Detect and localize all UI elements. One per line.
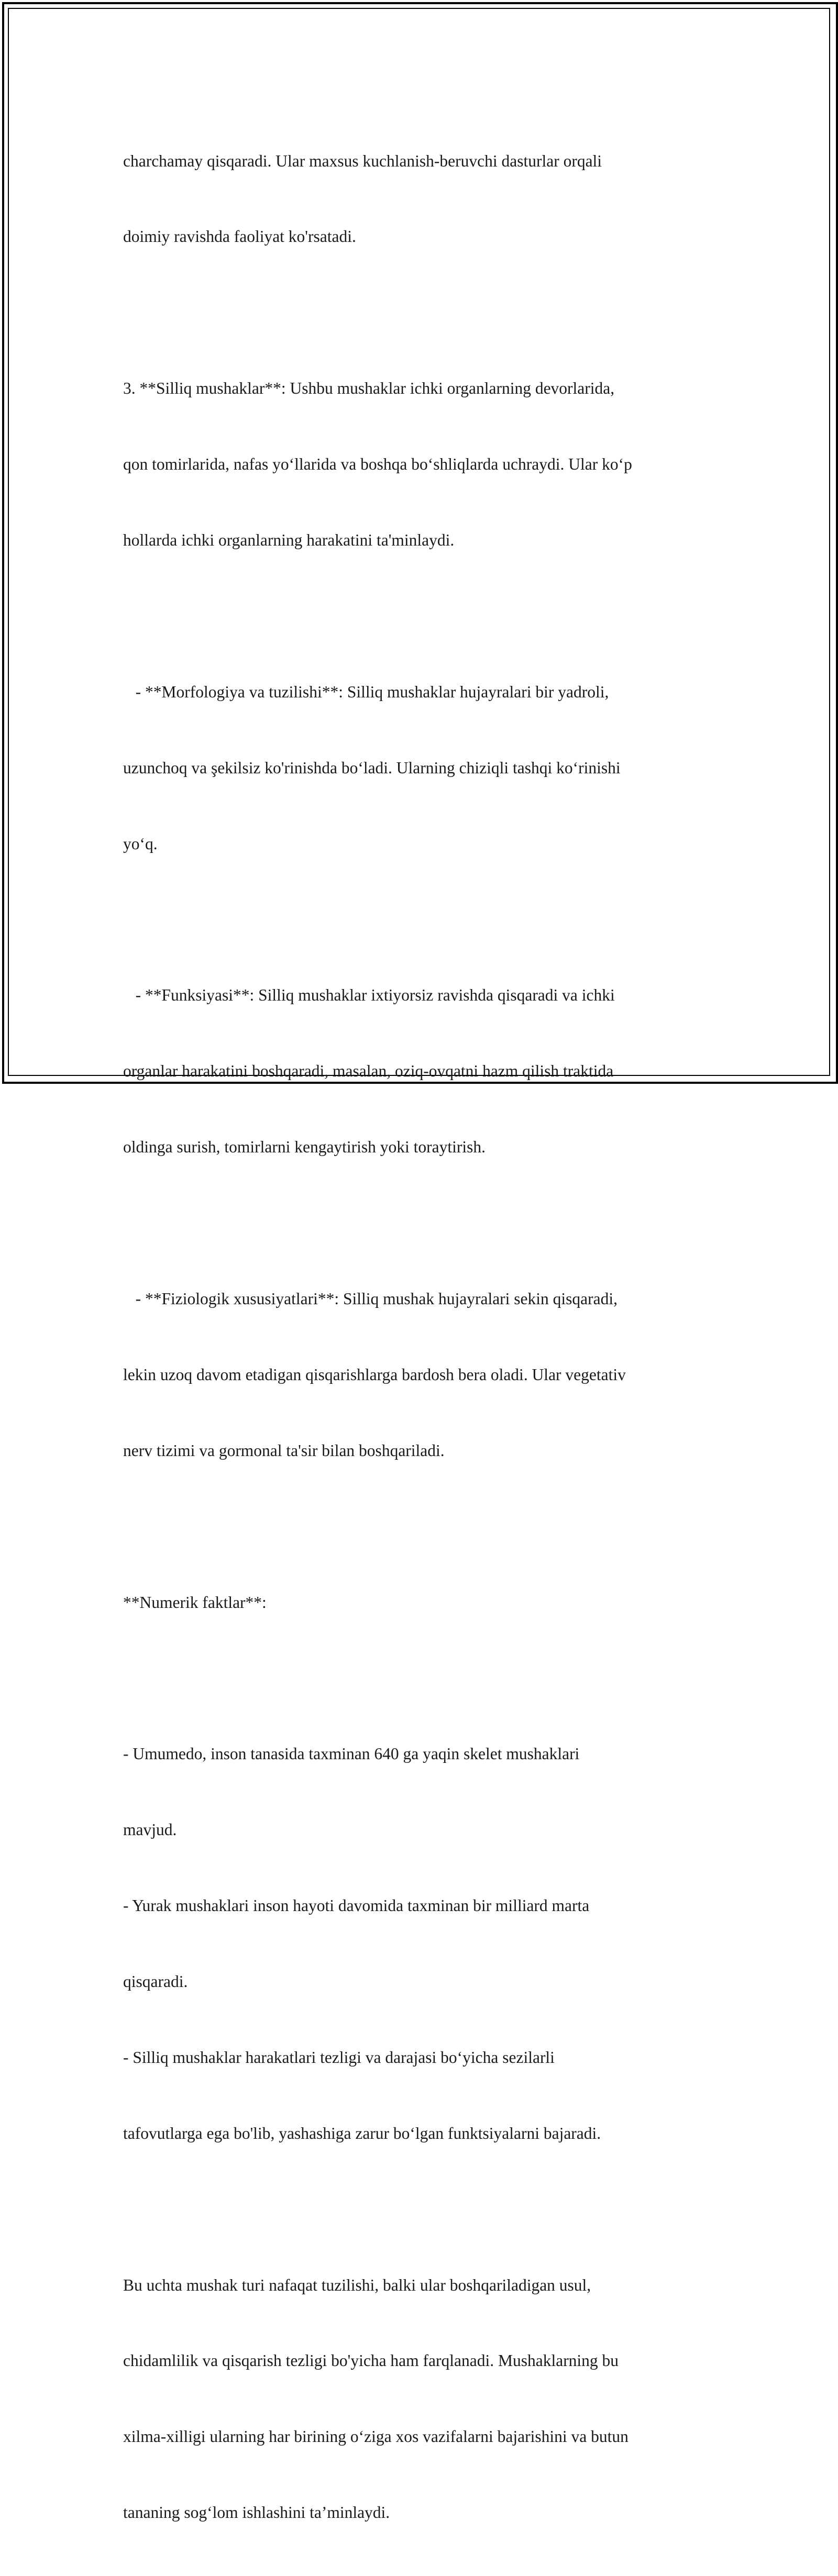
paragraph-smooth-muscles — [123, 326, 720, 604]
text-line: yo‘q. — [123, 834, 158, 853]
text-line: - **Morfologiya va tuzilishi**: Silliq mushaklar hujayralari bir yadroli, — [123, 682, 609, 701]
list-item-line: - Yurak mushaklari inson hayoti davomida taxminan bir milliard marta — [123, 1896, 590, 1915]
text-line: oldinga surish, tomirlarni kengaytirish yoki toraytirish. — [123, 1138, 486, 1157]
text-line: chidamlilik va qisqarish tezligi bo'yicha ham farqlanadi. Mushaklarning bu — [123, 2351, 619, 2370]
list-item-line: mavjud. — [123, 1820, 177, 1839]
paragraph-conclusion — [123, 2222, 720, 2576]
text-line: doimiy ravishda faoliyat ko'rsatadi. — [123, 227, 356, 246]
paragraph-intro-continuation — [123, 98, 720, 300]
list-item-line: - Umumedo, inson tanasida taxminan 640 ga yaqin skelet mushaklari — [123, 1745, 580, 1763]
text-line: nerv tizimi va gormonal ta'sir bilan boshqariladi. — [123, 1441, 445, 1460]
text-line: charchamay qisqaradi. Ular maxsus kuchlanish-beruvchi dasturlar orqali — [123, 151, 602, 170]
text-line: tananing sog‘lom ishlashini ta’minlaydi. — [123, 2503, 390, 2522]
text-line: - **Funksiyasi**: Silliq mushaklar ixtiyorsiz ravishda qisqaradi va ichki — [123, 986, 615, 1005]
paragraph-physiology — [123, 1236, 720, 1514]
section-heading: **Numerik faktlar**: — [123, 1593, 267, 1612]
text-line: xilma-xilligi ularning har birining o‘ziga xos vazifalarni bajarishini va butun — [123, 2427, 629, 2446]
text-line: Bu uchta mushak turi nafaqat tuzilishi, balki ular boshqariladigan usul, — [123, 2275, 591, 2294]
text-line: qon tomirlarida, nafas yo‘llarida va boshqa bo‘shliqlarda uchraydi. Ular ko‘p — [123, 455, 632, 474]
text-line: organlar harakatini boshqaradi, masalan, oziq-ovqatni hazm qilish traktida — [123, 1062, 614, 1081]
list-item-line: - Silliq mushaklar harakatlari tezligi va darajasi bo‘yicha sezilarli — [123, 2048, 555, 2067]
paragraph-function — [123, 932, 720, 1211]
text-line: hollarda ichki organlarning harakatini ta'minlaydi. — [123, 531, 455, 550]
paragraph-numeric-heading — [123, 1539, 720, 1665]
list-item-line: qisqaradi. — [123, 1972, 188, 1991]
document-body — [123, 98, 720, 2576]
text-line: uzunchoq va şekilsiz ko'rinishda bo‘ladi. Ularning chiziqli tashqi ko‘rinishi — [123, 758, 621, 777]
text-line: - **Fiziologik xususiyatlari**: Silliq mushak hujayralari sekin qisqaradi, — [123, 1289, 618, 1308]
text-line: 3. **Silliq mushaklar**: Ushbu mushaklar ichki organlarning devorlarida, — [123, 379, 615, 398]
paragraph-numeric-facts — [123, 1691, 720, 2197]
paragraph-morphology — [123, 629, 720, 907]
list-item-line: tafovutlarga ega bo'lib, yashashiga zarur bo‘lgan funktsiyalarni bajaradi. — [123, 2124, 601, 2142]
text-line: lekin uzoq davom etadigan qisqarishlarga bardosh bera oladi. Ular vegetativ — [123, 1365, 626, 1384]
